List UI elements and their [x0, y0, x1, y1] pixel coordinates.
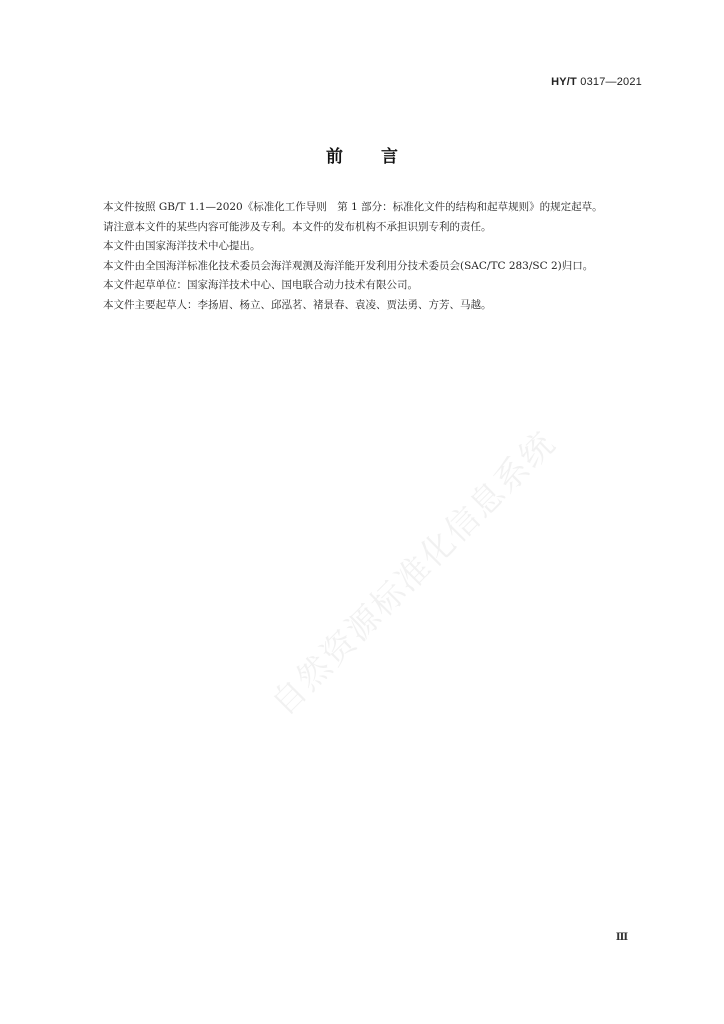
watermark: 自然资源标准化信息系统 [263, 423, 564, 723]
paragraph-drafting-rules: 本文件按照 GB/T 1.1—2020《标准化工作导则 第 1 部分：标准化文件的结构和起草规则》的规定起草。 [103, 201, 603, 213]
paragraph-drafting-units: 本文件起草单位：国家海洋技术中心、国电联合动力技术有限公司。 [103, 279, 418, 292]
standard-number: 0317—2021 [580, 76, 642, 88]
paragraph-committee: 本文件由全国海洋标准化技术委员会海洋观测及海洋能开发利用分技术委员会(SAC/TC 283/SC 2)归口。 [103, 259, 594, 272]
page-title: 前言 [326, 147, 436, 167]
page-number: Ⅲ [615, 932, 628, 943]
paragraph-drafters: 本文件主要起草人：李扬眉、杨立、邱泓茗、褚景春、袁凌、贾法勇、方芳、马越。 [103, 298, 492, 311]
paragraph-proposer: 本文件由国家海洋技术中心提出。 [103, 240, 261, 253]
standard-code [551, 76, 642, 88]
foreword-body [82, 198, 642, 316]
standard-prefix: HY/T [551, 76, 577, 88]
paragraph-patent-notice: 请注意本文件的某些内容可能涉及专利。本文件的发布机构不承担识别专利的责任。 [103, 220, 492, 233]
